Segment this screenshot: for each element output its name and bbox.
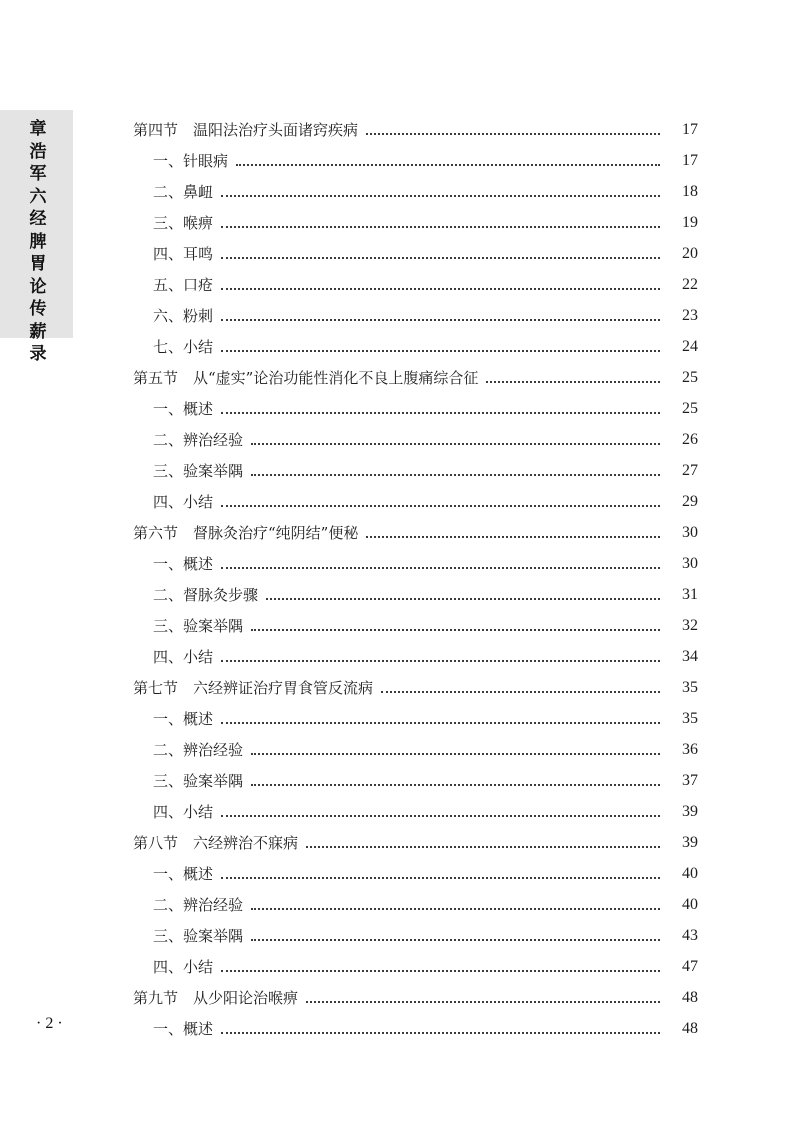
toc-entry-title: 四、小结: [153, 958, 214, 976]
side-title-char: 胃: [29, 254, 47, 274]
toc-page-number: 43: [682, 926, 698, 944]
toc-page-number: 31: [682, 585, 698, 603]
toc-subentry[interactable]: [133, 145, 698, 176]
dot-leader: [251, 443, 660, 445]
toc-section[interactable]: [133, 114, 698, 145]
toc-page-number: 23: [682, 306, 698, 324]
dot-leader: [306, 1001, 660, 1003]
toc-entry-title: 二、鼻衄: [153, 183, 214, 201]
toc-subentry[interactable]: [133, 300, 698, 331]
dot-leader: [266, 598, 660, 600]
toc-page-number: 25: [682, 399, 698, 417]
toc-subentry[interactable]: [133, 641, 698, 672]
toc-entry-title: 第八节 六经辨治不寐病: [133, 834, 299, 852]
toc-entry-title: 一、针眼病: [153, 152, 229, 170]
toc-page-number: 48: [682, 988, 698, 1006]
side-title-char: 浩: [29, 141, 47, 162]
toc-page-number: 30: [682, 554, 698, 572]
toc-entry-title: 第六节 督脉灸治疗“纯阴结”便秘: [133, 524, 359, 542]
toc-entry-title: 第四节 温阳法治疗头面诸窍疾病: [133, 121, 359, 139]
dot-leader: [221, 195, 660, 197]
toc-entry-title: 六、粉刺: [153, 307, 214, 325]
dot-leader: [251, 753, 660, 755]
dot-leader: [221, 660, 660, 662]
toc-page-number: 37: [682, 771, 698, 789]
toc-page-number: 36: [682, 740, 698, 758]
toc-subentry[interactable]: [133, 703, 698, 734]
toc-entry-title: 一、概述: [153, 400, 214, 418]
toc-entry-title: 四、小结: [153, 803, 214, 821]
side-title-char: 军: [29, 164, 47, 184]
toc-entry-title: 三、验案举隅: [153, 772, 244, 790]
toc-page-number: 35: [682, 678, 698, 696]
toc-entry-title: 四、耳鸣: [153, 245, 214, 263]
toc-page-number: 34: [682, 647, 698, 665]
dot-leader: [251, 784, 660, 786]
toc-page-number: 25: [682, 368, 698, 386]
toc-page-number: 20: [682, 244, 698, 262]
toc-entry-title: 三、验案举隅: [153, 927, 244, 945]
toc-entry-title: 五、口疮: [153, 276, 214, 294]
toc-subentry[interactable]: [133, 424, 698, 455]
dot-leader: [221, 226, 660, 228]
dot-leader: [251, 939, 660, 941]
toc-section[interactable]: [133, 672, 698, 703]
dot-leader: [221, 505, 660, 507]
dot-leader: [236, 164, 660, 166]
side-title-char: 论: [29, 276, 47, 297]
side-title-char: 经: [29, 209, 47, 229]
toc-entry-title: 二、辨治经验: [153, 741, 244, 759]
dot-leader: [221, 288, 660, 290]
toc-entry-title: 一、概述: [153, 710, 214, 728]
toc-page-number: 24: [682, 337, 698, 355]
side-title-char: 脾: [29, 231, 47, 252]
side-title-char: 六: [29, 186, 47, 207]
toc-section[interactable]: [133, 827, 698, 858]
toc-page-number: 39: [682, 833, 698, 851]
toc-entry-title: 第五节 从“虚实”论治功能性消化不良上腹痛综合征: [133, 369, 479, 387]
toc-page-number: 27: [682, 461, 698, 479]
toc-subentry[interactable]: [133, 951, 698, 982]
toc-page-number: 19: [682, 213, 698, 231]
dot-leader: [486, 381, 660, 383]
toc-subentry[interactable]: [133, 238, 698, 269]
dot-leader: [221, 722, 660, 724]
toc-section[interactable]: [133, 517, 698, 548]
book-title-vertical: [26, 118, 50, 366]
toc-entry-title: 七、小结: [153, 338, 214, 356]
toc-subentry[interactable]: [133, 548, 698, 579]
toc-page-number: 35: [682, 709, 698, 727]
toc-entry-title: 二、辨治经验: [153, 896, 244, 914]
toc-subentry[interactable]: [133, 393, 698, 424]
dot-leader: [366, 133, 660, 135]
toc-subentry[interactable]: [133, 207, 698, 238]
toc-entry-title: 一、概述: [153, 555, 214, 573]
toc-entry-title: 三、喉痹: [153, 214, 214, 232]
toc-entry-title: 一、概述: [153, 865, 214, 883]
side-title-char: 薪: [29, 321, 47, 342]
page-number: · 2 ·: [36, 1015, 63, 1032]
toc-subentry[interactable]: [133, 858, 698, 889]
toc-subentry[interactable]: [133, 331, 698, 362]
dot-leader: [251, 629, 660, 631]
toc-page-number: 17: [682, 151, 698, 169]
dot-leader: [221, 970, 660, 972]
toc-subentry[interactable]: [133, 610, 698, 641]
dot-leader: [251, 908, 660, 910]
dot-leader: [221, 877, 660, 879]
toc-page-number: 22: [682, 275, 698, 293]
dot-leader: [306, 846, 660, 848]
toc-subentry[interactable]: [133, 455, 698, 486]
dot-leader: [381, 691, 660, 693]
toc-entry-title: 第九节 从少阳论治喉痹: [133, 989, 299, 1007]
table-of-contents: [133, 114, 698, 1044]
dot-leader: [251, 474, 660, 476]
toc-subentry[interactable]: [133, 765, 698, 796]
dot-leader: [221, 567, 660, 569]
toc-page-number: 39: [682, 802, 698, 820]
side-title-char: 录: [29, 344, 47, 364]
toc-page-number: 30: [682, 523, 698, 541]
toc-page-number: 32: [682, 616, 698, 634]
toc-subentry[interactable]: [133, 1013, 698, 1044]
side-title-char: 章: [29, 119, 47, 139]
toc-page-number: 40: [682, 895, 698, 913]
toc-entry-title: 二、督脉灸步骤: [153, 586, 259, 604]
toc-page-number: 26: [682, 430, 698, 448]
dot-leader: [221, 319, 660, 321]
toc-page-number: 48: [682, 1019, 698, 1037]
toc-entry-title: 三、验案举隅: [153, 617, 244, 635]
toc-subentry[interactable]: [133, 734, 698, 765]
toc-entry-title: 第七节 六经辨证治疗胃食管反流病: [133, 679, 374, 697]
toc-page-number: 47: [682, 957, 698, 975]
toc-section[interactable]: [133, 982, 698, 1013]
dot-leader: [221, 350, 660, 352]
toc-subentry[interactable]: [133, 269, 698, 300]
toc-entry-title: 二、辨治经验: [153, 431, 244, 449]
dot-leader: [221, 1032, 660, 1034]
toc-entry-title: 三、验案举隅: [153, 462, 244, 480]
dot-leader: [221, 815, 660, 817]
toc-entry-title: 一、概述: [153, 1020, 214, 1038]
toc-subentry[interactable]: [133, 486, 698, 517]
toc-page-number: 18: [682, 182, 698, 200]
toc-subentry[interactable]: [133, 579, 698, 610]
toc-subentry[interactable]: [133, 920, 698, 951]
toc-entry-title: 四、小结: [153, 648, 214, 666]
toc-subentry[interactable]: [133, 176, 698, 207]
toc-page-number: 17: [682, 120, 698, 138]
toc-page-number: 40: [682, 864, 698, 882]
toc-subentry[interactable]: [133, 889, 698, 920]
dot-leader: [366, 536, 660, 538]
toc-page-number: 29: [682, 492, 698, 510]
toc-subentry[interactable]: [133, 796, 698, 827]
toc-entry-title: 四、小结: [153, 493, 214, 511]
dot-leader: [221, 257, 660, 259]
dot-leader: [221, 412, 660, 414]
toc-section[interactable]: [133, 362, 698, 393]
side-title-char: 传: [29, 299, 47, 319]
